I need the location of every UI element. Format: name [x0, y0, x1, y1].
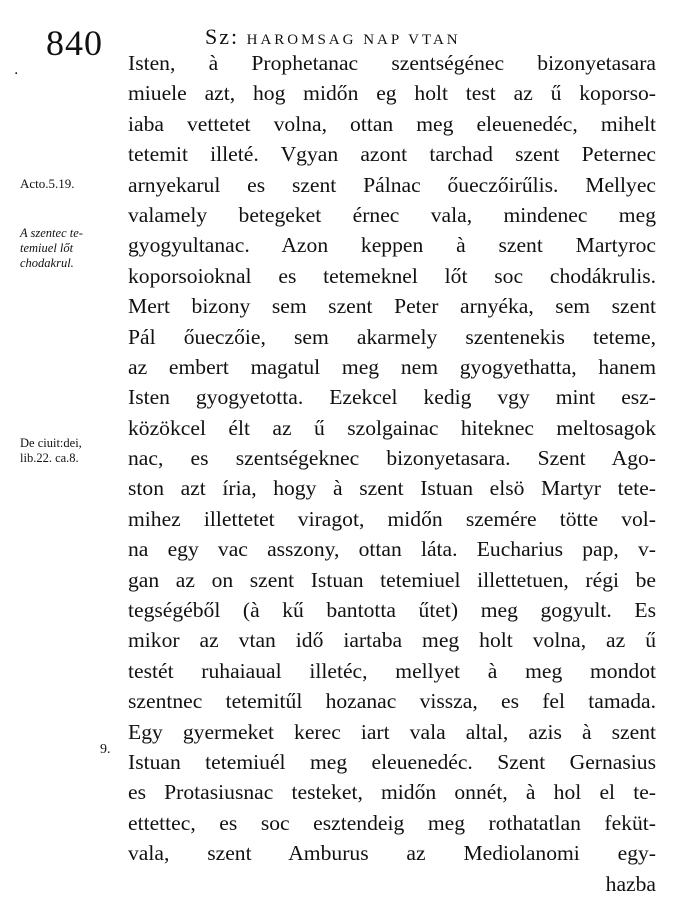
text-line: miuele azt, hog midőn eg holt test az ű koporso- — [128, 81, 656, 106]
margin-dot: · — [14, 66, 19, 82]
text-line: tetemit illeté. Vgyan azont tarchad szent Peternec — [128, 142, 656, 167]
text-line: gan az on szent Istuan tetemiuel illettetuen, régi be — [128, 567, 656, 592]
text-line: koporsoioknal es tetemeknel lőt soc chodákrulis. — [128, 263, 656, 288]
text-line: na egy vac asszony, ottan láta. Eucharius pap, v- — [128, 537, 656, 562]
text-line: nac, es szentségeknec bizonyetasara. Szent Ago- — [128, 446, 656, 471]
text-line: Istuan tetemiuél meg eleuenedéc. Szent Gernasius — [128, 749, 656, 774]
text-line: tegségéből (à kű bantotta űtet) meg gogyult. Es — [128, 598, 656, 623]
margin-note-line: A szentec te- — [20, 226, 83, 240]
margin-note-deciuitate — [20, 436, 120, 466]
body-text — [128, 48, 656, 899]
running-head-rest: HAROMSAG NAP VTAN — [246, 32, 461, 48]
text-line: Pál őueczőie, sem akarmely szentenekis teteme, — [128, 324, 656, 349]
margin-note-szentec — [20, 226, 120, 271]
text-line: gyogyultanac. Azon keppen à szent Martyroc — [128, 233, 656, 258]
page-number: 840 — [46, 23, 103, 63]
text-line: Mert bizony sem szent Peter arnyéka, sem szent — [128, 294, 656, 319]
text-line: szentnec tetemitűl hozanac vissza, es fel tamada. — [128, 689, 656, 714]
margin-note-line: temiuel lőt — [20, 241, 74, 255]
text-line: Isten gyogyetotta. Ezekcel kedig vgy mint esz- — [128, 385, 656, 410]
text-line: es Protasiusnac testeket, midőn onnét, à hol el te- — [128, 780, 656, 805]
verse-marker: 9. — [100, 742, 111, 757]
text-line-catchword: hazba — [605, 871, 656, 896]
text-line: mikor az vtan idő iartaba meg holt volna, az ű — [128, 628, 656, 653]
margin-note-line: lib.22. ca.8. — [20, 451, 79, 465]
margin-note-line: chodakrul. — [20, 256, 74, 270]
text-line: mihez illettetet viragot, midőn szemére tötte vol- — [128, 506, 656, 531]
text-line: Egy gyermeket kerec iart vala altal, azis à szent — [128, 719, 656, 744]
text-line: testét ruhaiaual illetéc, mellyet à meg mondot — [128, 658, 656, 683]
text-line: közökcel élt az ű szolgainac hiteknec meltosagok — [128, 415, 656, 440]
text-line: vala, szent Amburus az Mediolanomi egy- — [128, 841, 656, 866]
text-line: valamely betegeket érnec vala, mindenec meg — [128, 202, 656, 227]
text-line: arnyekarul es szent Pálnac őueczőirűlis. Mellyec — [128, 172, 656, 197]
text-line: iaba vettetet volna, ottan meg eleuenedéc, mihelt — [128, 111, 656, 136]
margin-note-line: De ciuit:dei, — [20, 436, 82, 450]
text-line: ettettec, es soc esztendeig meg rothatatlan feküt- — [128, 810, 656, 835]
margin-note-acto: Acto.5.19. — [20, 176, 75, 191]
running-head-initial: Sz: — [205, 24, 240, 49]
text-line: ston azt íria, hogy à szent Istuan elsö Martyr tete- — [128, 476, 656, 501]
text-line: az embert magatul meg nem gyogyethatta, hanem — [128, 354, 656, 379]
text-line: Isten, à Prophetanac szentségénec bizonyetasara — [128, 51, 656, 75]
running-head — [205, 24, 461, 50]
